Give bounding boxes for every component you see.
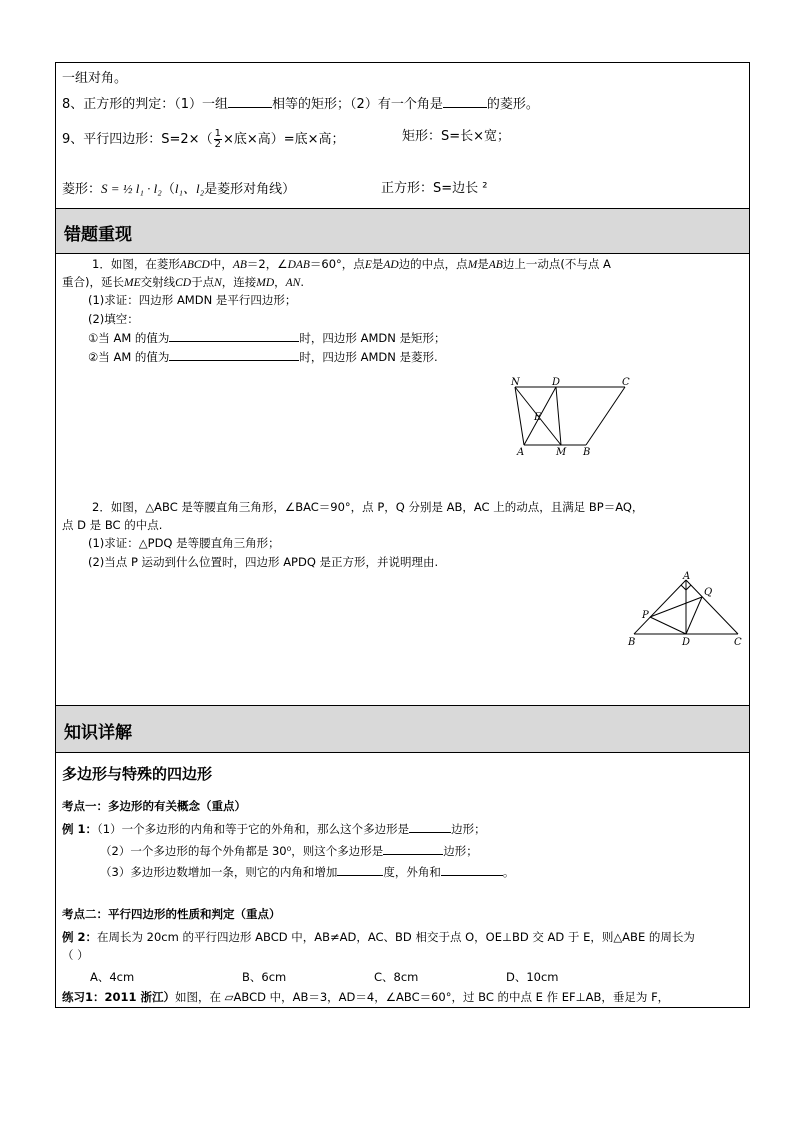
example-1-line-1: 例 1：（1）一个多边形的内角和等于它的外角和，那么这个多边形是 边形； (62, 822, 486, 836)
text-line: 一组对角。 (62, 71, 128, 86)
problem-2-line-1: 2．如图，△ABC 是等腰直角三角形，∠BAC＝90°，点 P，Q 分别是 AB，AC 上的动点，且满足 BP＝AQ， (92, 500, 644, 514)
section-title: 知识详解 (64, 723, 132, 743)
answer-blank[interactable] (443, 95, 487, 108)
example-2-line-1: 例 2：在周长为 20cm 的平行四边形 ABCD 中，AB≠AD，AC、BD 相交于点 O，OE⊥BD 交 AD 于 E，则△ABE 的周长为 (62, 930, 695, 944)
answer-blank[interactable] (228, 95, 272, 108)
option-a[interactable]: A、4cm (90, 970, 135, 984)
text-line: 矩形：S=长×宽； (402, 129, 511, 144)
point-label-n: N (511, 377, 520, 388)
option-c[interactable]: C、8cm (374, 970, 419, 984)
key-point-1: 考点一：多边形的有关概念（重点） (62, 799, 246, 813)
problem-1-line-3: (1)求证：四边形 AMDN 是平行四边形； (88, 293, 297, 307)
example-2-paren: （ ） (62, 948, 89, 962)
answer-blank[interactable] (169, 329, 299, 342)
option-d[interactable]: D、10cm (506, 970, 559, 984)
answer-blank[interactable] (337, 863, 383, 876)
problem-2-line-4: (2)当点 P 运动到什么位置时，四边形 APDQ 是正方形，并说明理由. (88, 555, 439, 569)
point-label-a: A (683, 571, 691, 582)
problem-2-line-2: 点 D 是 BC 的中点. (62, 518, 163, 532)
answer-blank[interactable] (441, 863, 503, 876)
section-header (56, 209, 749, 253)
point-label-m: M (556, 447, 567, 457)
example-1-line-2: （2）一个多边形的每个外角都是 30⁰，则这个多边形是 边形； (100, 844, 478, 858)
text-line: 正方形：S=边长 ² (381, 181, 488, 196)
rhombus-figure (501, 375, 641, 457)
point-label-d: D (682, 637, 691, 648)
problem-1-line-5: ①当 AM 的值为 时，四边形 AMDN 是矩形； (88, 331, 446, 345)
fraction: $\frac{1}{2}$ (214, 128, 221, 150)
problem-1-line-4: (2)填空： (88, 312, 139, 326)
content-table (55, 62, 750, 1008)
text-line: 9、平行四边形：S=2×（ $\frac{1}{2}$ ×底×高）=底×高； (62, 128, 345, 150)
example-1-line-3: （3）多边形边数增加一条，则它的内角和增加 度，外角和 。 (100, 865, 515, 879)
point-label-b: B (583, 447, 591, 457)
point-label-e: E (534, 412, 542, 423)
section-heading: 多边形与特殊的四边形 (62, 765, 213, 783)
point-label-d: D (552, 377, 561, 388)
point-label-p: P (642, 610, 649, 621)
option-b[interactable]: B、6cm (242, 970, 287, 984)
formula: S = ½ l₁ · l₂ (101, 181, 162, 196)
point-label-c: C (734, 637, 742, 648)
problem-1-line-6: ②当 AM 的值为 时，四边形 AMDN 是菱形. (88, 350, 438, 364)
problem-1-line-1: 1．如图，在菱形ABCD中，AB＝2，∠DAB＝60°，点E是AD边的中点，点M是AB边上一动点(不与点 A (92, 257, 611, 271)
section-header (56, 706, 749, 752)
point-label-b: B (628, 637, 636, 648)
text-line: 8、正方形的判定：（1）一组 相等的矩形；（2）有一个角是 的菱形。 (62, 97, 539, 112)
point-label-q: Q (704, 587, 713, 598)
section-title: 错题重现 (64, 225, 132, 245)
answer-blank[interactable] (169, 348, 299, 361)
triangle-figure (626, 570, 748, 650)
practice-1-line-1: 练习1：2011 浙江）如图，在 ▱ABCD 中，AB＝3，AD＝4，∠ABC＝60°，过 BC 的中点 E 作 EF⊥AB，垂足为 F， (62, 990, 670, 1004)
answer-blank[interactable] (383, 842, 443, 855)
key-point-2: 考点二：平行四边形的性质和判定（重点） (62, 907, 281, 921)
answer-blank[interactable] (409, 820, 451, 833)
problem-2-line-3: (1)求证：△PDQ 是等腰直角三角形； (88, 536, 280, 550)
point-label-c: C (622, 377, 630, 388)
point-label-a: A (517, 447, 525, 457)
text-line: 菱形：S = ½ l₁ · l₂（l₁、l₂是菱形对角线） (62, 181, 296, 197)
problem-1-line-2: 重合)，延长ME交射线CD于点N，连接MD，AN. (62, 275, 305, 289)
